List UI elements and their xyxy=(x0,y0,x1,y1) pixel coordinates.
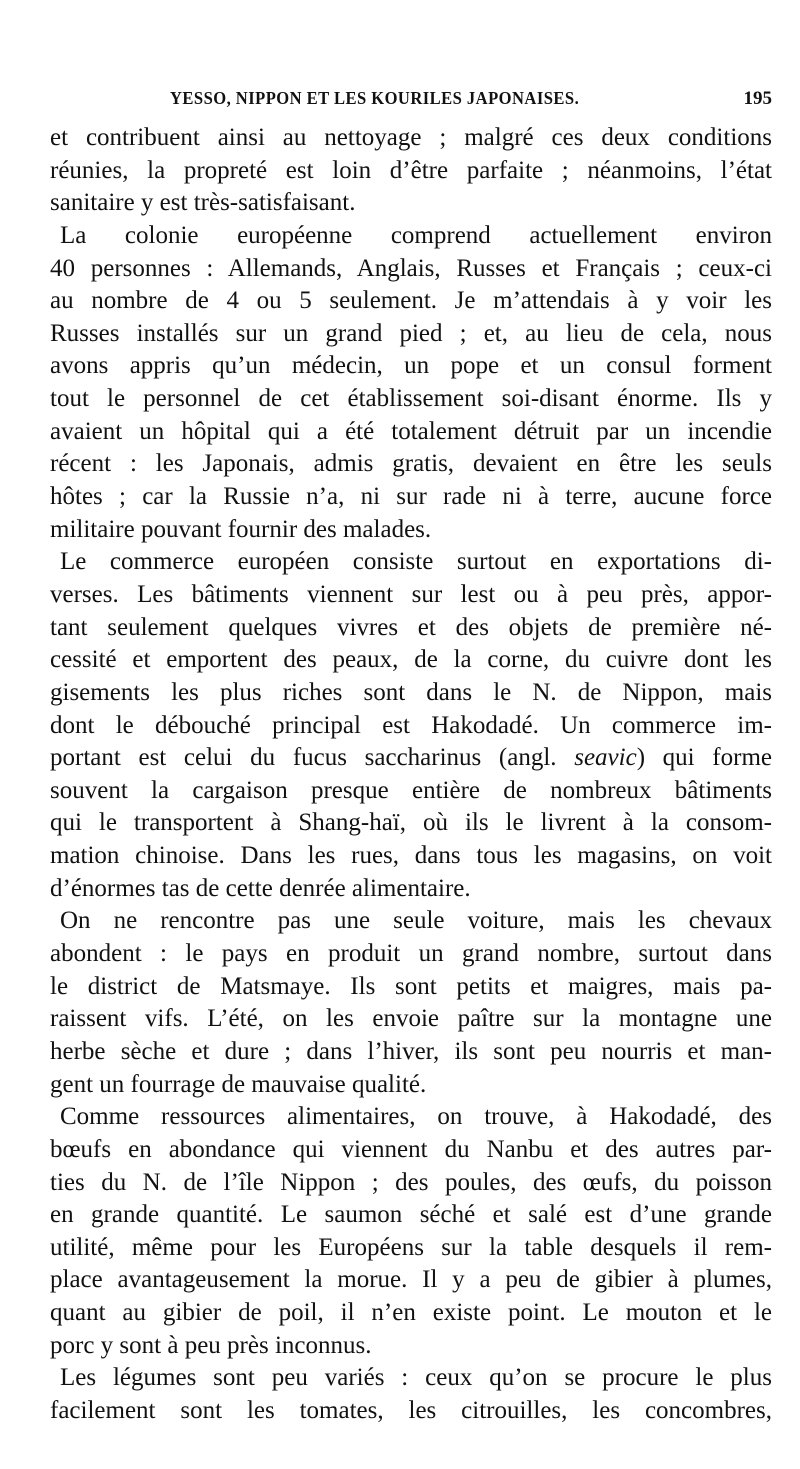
text-line: bœufs en abondance qui viennent du Nanbu et des autres par- xyxy=(50,1135,772,1163)
text-line: place avantageusement la morue. Il y a peu de gibier à plumes, xyxy=(50,1266,772,1294)
text-line: cessité et emportent des peaux, de la corne, du cuivre dont les xyxy=(50,646,772,674)
text-line: portant est celui du fucus saccharinus (angl. seavic) qui forme xyxy=(50,744,772,772)
text-line: réunies, la propreté est loin d’être parfaite ; néanmoins, l’état xyxy=(50,156,772,184)
text-line: récent : les Japonais, admis gratis, devaient en être les seuls xyxy=(50,450,772,478)
text-line: gent un fourrage de mauvaise qualité. xyxy=(50,1070,427,1098)
text-line: le district de Matsmaye. Ils sont petits et maigres, mais pa- xyxy=(50,972,772,1000)
text-line: Russes installés sur un grand pied ; et, au lieu de cela, nous xyxy=(50,319,772,347)
text-line: herbe sèche et dure ; dans l’hiver, ils sont peu nourris et man- xyxy=(50,1037,772,1065)
text-line: utilité, même pour les Européens sur la table desquels il rem- xyxy=(50,1233,772,1261)
text-line: militaire pouvant fournir des malades. xyxy=(50,515,432,543)
text-line: Les légumes sont peu variés : ceux qu’on se procure le plus xyxy=(60,1364,772,1392)
text-line: dont le débouché principal est Hakodadé. Un commerce im- xyxy=(50,711,772,739)
text-line: Le commerce européen consiste surtout en exportations di- xyxy=(60,548,772,576)
text-line: d’énormes tas de cette denrée alimentaire. xyxy=(50,874,471,902)
text-line: gisements les plus riches sont dans le N. de Nippon, mais xyxy=(50,678,772,706)
text-line: souvent la cargaison presque entière de nombreux bâtiments xyxy=(50,776,772,804)
text-line: tout le personnel de cet établissement soi-disant énorme. Ils y xyxy=(50,385,772,413)
running-title: YESSO, NIPPON ET LES KOURILES JAPONAISES. xyxy=(170,88,580,108)
text-line: raissent vifs. L’été, on les envoie paître sur la montagne une xyxy=(50,1005,772,1033)
text-line: Comme ressources alimentaires, on trouve, à Hakodadé, des xyxy=(60,1103,772,1131)
text-line: hôtes ; car la Russie n’a, ni sur rade ni à terre, aucune force xyxy=(50,483,772,511)
text-line: ties du N. de l’île Nippon ; des poules, des œufs, du poisson xyxy=(50,1168,772,1196)
text-line: On ne rencontre pas une seule voiture, mais les chevaux xyxy=(60,907,772,935)
text-line: en grande quantité. Le saumon séché et salé est d’une grande xyxy=(50,1201,772,1229)
text-line: 40 personnes : Allemands, Anglais, Russes et Français ; ceux-ci xyxy=(50,254,772,282)
text-line: La colonie européenne comprend actuellement environ xyxy=(60,221,772,249)
italic-term: seavic xyxy=(574,744,637,772)
text-line: avons appris qu’un médecin, un pope et un consul forment xyxy=(50,352,772,380)
text-line: abondent : le pays en produit un grand nombre, surtout dans xyxy=(50,940,772,968)
text-line: mation chinoise. Dans les rues, dans tous les magasins, on voit xyxy=(50,842,772,870)
text-line: au nombre de 4 ou 5 seulement. Je m’attendais à y voir les xyxy=(50,287,772,315)
text-line: quant au gibier de poil, il n’en existe point. Le mouton et le xyxy=(50,1299,772,1327)
text-line: verses. Les bâtiments viennent sur lest ou à peu près, appor- xyxy=(50,580,772,608)
text-line: sanitaire y est très-satisfaisant. xyxy=(50,189,356,217)
text-line: et contribuent ainsi au nettoyage ; malgré ces deux conditions xyxy=(50,124,772,151)
page-header xyxy=(52,88,772,114)
text-line: tant seulement quelques vivres et des objets de première né- xyxy=(50,613,772,641)
page-number: 195 xyxy=(743,88,772,109)
text-line: avaient un hôpital qui a été totalement détruit par un incendie xyxy=(50,417,772,445)
text-line: facilement sont les tomates, les citrouilles, les concombres, xyxy=(50,1396,772,1424)
body-text xyxy=(50,122,772,1428)
text-line: porc y sont à peu près inconnus. xyxy=(50,1331,372,1359)
text-line: qui le transportent à Shang-haï, où ils le livrent à la consom- xyxy=(50,809,772,837)
